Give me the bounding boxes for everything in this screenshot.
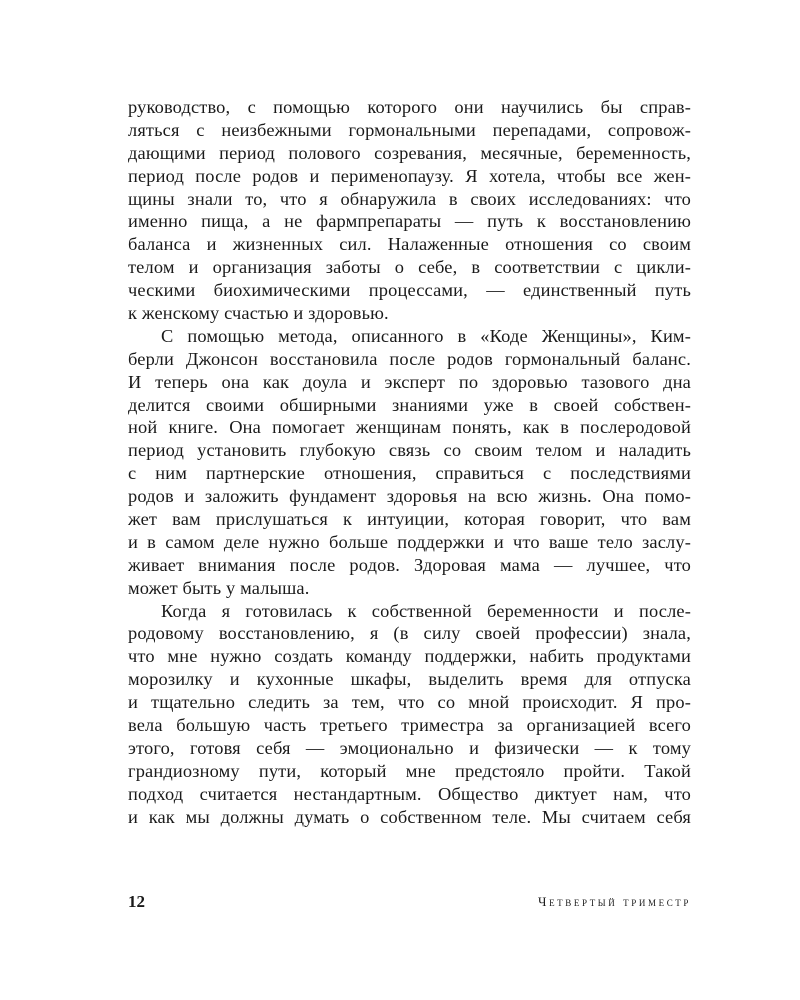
- text-line: делится своими обширными знаниями уже в своей собствен-: [128, 394, 691, 415]
- text-line: с ним партнерские отношения, справиться с последствиями: [128, 463, 691, 484]
- page-footer: [128, 890, 691, 914]
- text-line: родовому восстановлению, я (в силу своей профессии) знала,: [128, 623, 691, 644]
- text-line: живает внимания после родов. Здоровая мама — лучшее, что: [128, 554, 691, 575]
- text-line: морозилку и кухонные шкафы, выделить время для отпуска: [128, 669, 691, 690]
- text-line: щины знали то, что я обнаружила в своих исследованиях: что: [128, 188, 691, 209]
- text-line: И теперь она как доула и эксперт по здоровью тазового дна: [128, 371, 691, 392]
- text-line: берли Джонсон восстановила после родов гормональный баланс.: [128, 348, 691, 369]
- page-number: 12: [128, 892, 145, 911]
- text-line: ляться с неизбежными гормональными перепадами, сопровож-: [128, 119, 691, 140]
- text-line: баланса и жизненных сил. Налаженные отношения со своим: [128, 234, 691, 255]
- text-line: Когда я готовилась к собственной беременности и после-: [161, 600, 691, 621]
- text-line: ческими биохимическими процессами, — единственный путь: [128, 280, 691, 301]
- text-line: жет вам прислушаться к интуиции, которая говорит, что вам: [128, 509, 691, 530]
- text-line: и в самом деле нужно больше поддержки и что ваше тело заслу-: [128, 531, 691, 552]
- paragraph: [128, 96, 691, 325]
- text-line: грандиозному пути, который мне предстояло пройти. Такой: [128, 760, 691, 781]
- text-line: что мне нужно создать команду поддержки, набить продуктами: [128, 646, 691, 667]
- text-line: вела большую часть третьего триместра за организацией всего: [128, 715, 691, 736]
- text-line: телом и организация заботы о себе, в соответствии с цикли-: [128, 257, 691, 278]
- text-line: период установить глубокую связь со своим телом и наладить: [128, 440, 691, 461]
- text-line: родов и заложить фундамент здоровья на всю жизнь. Она помо-: [128, 486, 691, 507]
- text-line: подход считается нестандартным. Общество диктует нам, что: [128, 783, 691, 804]
- text-line: период после родов и перименопаузу. Я хотела, чтобы все жен-: [128, 165, 691, 186]
- text-line: руководство, с помощью которого они научились бы справ-: [128, 97, 691, 117]
- text-line: этого, готовя себя — эмоционально и физически — к тому: [128, 737, 691, 758]
- paragraph: [128, 325, 691, 600]
- text-line: и как мы должны думать о собственном теле. Мы считаем себя: [128, 806, 691, 827]
- text-line: дающими период полового созревания, месячные, беременность,: [128, 142, 691, 163]
- paragraph: [128, 600, 691, 829]
- text-line: к женскому счастью и здоровью.: [128, 303, 389, 324]
- running-title: Четвертый триместр: [538, 894, 691, 909]
- text-line: может быть у малыша.: [128, 577, 310, 598]
- text-line: именно пища, а не фармпрепараты — путь к восстановлению: [128, 211, 691, 232]
- text-line: С помощью метода, описанного в «Коде Женщины», Ким-: [161, 325, 691, 346]
- body-text: [128, 96, 691, 829]
- text-line: и тщательно следить за тем, что со мной происходит. Я про-: [128, 692, 691, 713]
- text-line: ной книге. Она помогает женщинам понять, как в послеродовой: [128, 417, 691, 438]
